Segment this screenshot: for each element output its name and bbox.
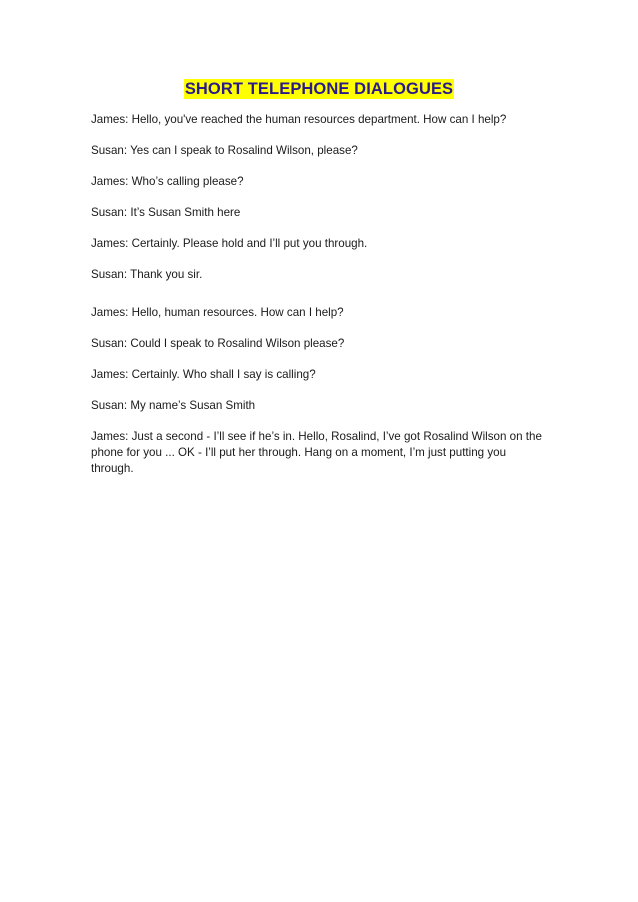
speaker-name: James: <box>91 175 129 188</box>
speech-text: Who’s calling please? <box>131 175 244 188</box>
dialogue-line <box>91 305 551 321</box>
speaker-name: James: <box>91 430 129 443</box>
page-title: SHORT TELEPHONE DIALOGUES <box>184 80 454 98</box>
speaker-name: James: <box>91 113 129 126</box>
speech-text: Yes can I speak to Rosalind Wilson, please? <box>130 144 358 157</box>
speech-text: Certainly. Who shall I say is calling? <box>131 368 316 381</box>
speech-text: Hello, you've reached the human resources department. How can I help? <box>131 113 507 126</box>
speaker-name: James: <box>91 237 129 250</box>
speech-text: Just a second - I’ll see if he’s in. Hello, Rosalind, I’ve got Rosalind Wilson on the phone for you ... OK - I’ll put her through. Hang on a moment, I’m just putting you through. <box>91 430 542 475</box>
speaker-name: Susan: <box>91 399 128 412</box>
speech-text: Thank you sir. <box>130 268 203 281</box>
dialogue-line <box>91 143 551 159</box>
title-container <box>0 79 638 99</box>
speech-text: Could I speak to Rosalind Wilson please? <box>130 337 345 350</box>
dialogue-line <box>91 236 551 252</box>
dialogue-two <box>91 305 551 477</box>
speaker-name: Susan: <box>91 337 128 350</box>
dialogue-line <box>91 205 551 221</box>
dialogue-line <box>91 398 551 414</box>
dialogue-line <box>91 429 551 477</box>
speaker-name: James: <box>91 368 129 381</box>
dialogue-line <box>91 112 551 128</box>
dialogue-line <box>91 367 551 383</box>
speech-text: Certainly. Please hold and I’ll put you through. <box>131 237 368 250</box>
speech-text: Hello, human resources. How can I help? <box>131 306 344 319</box>
speech-text: My name’s Susan Smith <box>130 399 256 412</box>
dialogue-line <box>91 267 551 283</box>
speaker-name: Susan: <box>91 144 128 157</box>
speaker-name: James: <box>91 306 129 319</box>
dialogue-line <box>91 336 551 352</box>
speech-text: It’s Susan Smith here <box>130 206 241 219</box>
dialogue-line <box>91 174 551 190</box>
speaker-name: Susan: <box>91 206 128 219</box>
dialogue-one <box>91 112 551 283</box>
speaker-name: Susan: <box>91 268 128 281</box>
